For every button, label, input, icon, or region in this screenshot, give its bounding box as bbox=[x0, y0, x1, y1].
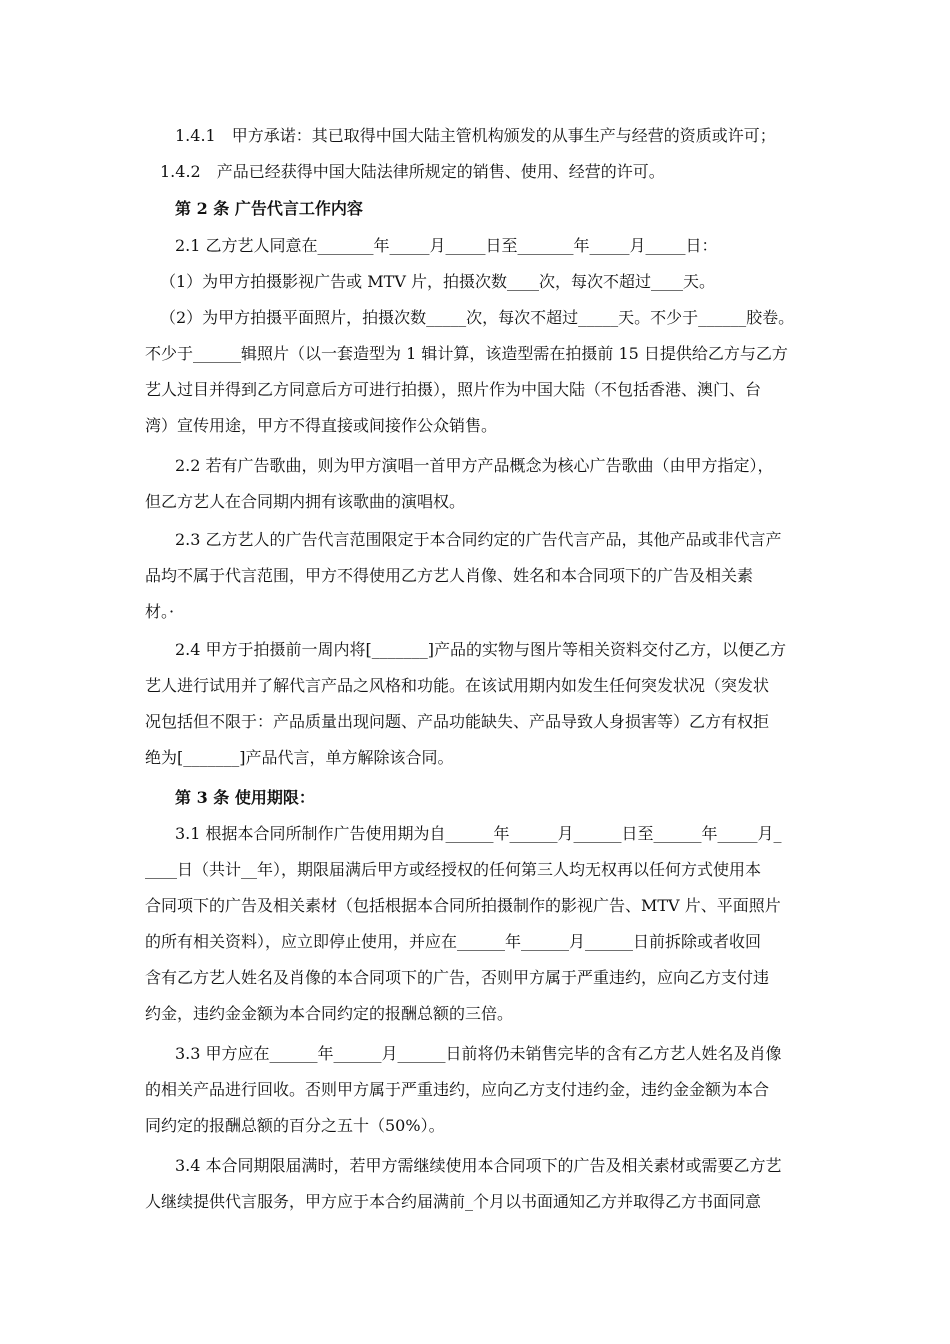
article-2-heading: 第 2 条 广告代言工作内容 bbox=[175, 199, 363, 218]
clause-2-1-line-5: 湾）宣传用途，甲方不得直接或间接作公众销售。 bbox=[145, 416, 498, 435]
clause-2-2-line-2: 但乙方艺人在合同期内拥有该歌曲的演唱权。 bbox=[145, 492, 466, 511]
clause-2-2: 2.2 若有广告歌曲，则为甲方演唱一首甲方产品概念为核心广告歌曲（由甲方指定）， bbox=[175, 456, 774, 475]
clause-3-1-line-5: 含有乙方艺人姓名及肖像的本合同项下的广告，否则甲方属于严重违约，应向乙方支付违 bbox=[145, 968, 770, 987]
clause-3-1-line-4: 的所有相关资料），应立即停止使用，并应在______年______月______日前拆除或者收回 bbox=[145, 932, 762, 951]
clause-1-4-1: 1.4.1 甲方承诺：其已取得中国大陆主管机构颁发的从事生产与经营的资质或许可； bbox=[175, 126, 776, 145]
clause-2-1-line-3: 不少于______辑照片（以一套造型为 1 辑计算，该造型需在拍摄前 15 日提供给乙方与乙方 bbox=[145, 344, 788, 363]
clause-2-4-line-4: 绝为[_______]产品代言，单方解除该合同。 bbox=[145, 748, 454, 767]
clause-2-4-line-3: 况包括但不限于：产品质量出现问题、产品功能缺失、产品导致人身损害等）乙方有权拒 bbox=[145, 712, 770, 731]
article-3-heading: 第 3 条 使用期限： bbox=[175, 788, 315, 807]
clause-1-4-2: 1.4.2 产品已经获得中国大陆法律所规定的销售、使用、经营的许可。 bbox=[160, 162, 665, 181]
clause-3-1: 3.1 根据本合同所制作广告使用期为自______年______月______日至______年_____月_ bbox=[175, 824, 782, 843]
clause-2-3: 2.3 乙方艺人的广告代言范围限定于本合同约定的广告代言产品，其他产品或非代言产 bbox=[175, 530, 782, 549]
clause-2-1-item-1: （1）为甲方拍摄影视广告或 MTV 片，拍摄次数____次，每次不超过____天。 bbox=[160, 272, 715, 291]
clause-2-1-line-4: 艺人过目并得到乙方同意后方可进行拍摄），照片作为中国大陆（不包括香港、澳门、台 bbox=[145, 380, 762, 399]
clause-3-1-line-2: ____日（共计__年），期限届满后甲方或经授权的任何第三人均无权再以任何方式使用本 bbox=[145, 860, 762, 879]
clause-3-1-line-3: 合同项下的广告及相关素材（包括根据本合同所拍摄制作的影视广告、MTV 片、平面照片 bbox=[145, 896, 781, 915]
clause-3-3-line-2: 的相关产品进行回收。否则甲方属于严重违约，应向乙方支付违约金，违约金金额为本合 bbox=[145, 1080, 770, 1099]
clause-3-3-line-3: 同约定的报酬总额的百分之五十（50%）。 bbox=[145, 1116, 445, 1135]
clause-2-3-line-3: 材。· bbox=[145, 602, 175, 621]
clause-3-1-line-6: 约金，违约金金额为本合同约定的报酬总额的三倍。 bbox=[145, 1004, 514, 1023]
clause-2-4: 2.4 甲方于拍摄前一周内将[_______]产品的实物与图片等相关资料交付乙方，以便乙方 bbox=[175, 640, 787, 659]
clause-2-1-item-2: （2）为甲方拍摄平面照片，拍摄次数_____次，每次不超过_____天。不少于______胶卷。 bbox=[160, 308, 795, 327]
clause-2-4-line-2: 艺人进行试用并了解代言产品之风格和功能。在该试用期内如发生任何突发状况（突发状 bbox=[145, 676, 770, 695]
clause-2-3-line-2: 品均不属于代言范围，甲方不得使用乙方艺人肖像、姓名和本合同项下的广告及相关素 bbox=[145, 566, 754, 585]
clause-3-4-line-2: 人继续提供代言服务，甲方应于本合约届满前_个月以书面通知乙方并取得乙方书面同意 bbox=[145, 1192, 762, 1211]
clause-3-4: 3.4 本合同期限届满时，若甲方需继续使用本合同项下的广告及相关素材或需要乙方艺 bbox=[175, 1156, 782, 1175]
clause-3-3: 3.3 甲方应在______年______月______日前将仍未销售完毕的含有乙方艺人姓名及肖像 bbox=[175, 1044, 782, 1063]
clause-2-1: 2.1 乙方艺人同意在_______年_____月_____日至_______年_____月_____日： bbox=[175, 236, 718, 255]
